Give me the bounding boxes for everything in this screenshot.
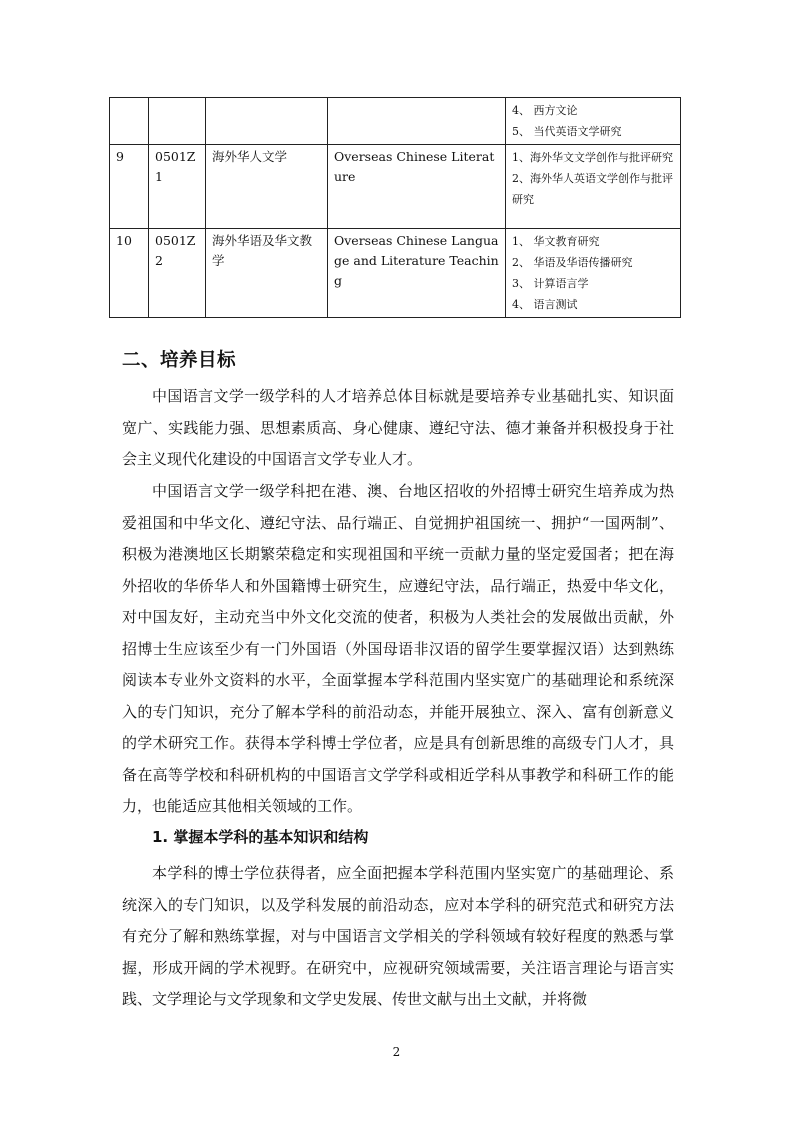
direction-item: 2、 华语及华语传播研究 — [512, 256, 633, 269]
row-number — [110, 98, 149, 145]
paragraph-foreign-students: 中国语言文学一级学科把在港、澳、台地区招收的外招博士研究生培养成为热爱祖国和中华文化、遵纪守法、品行端正、自觉拥护祖国统一、拥护“一国两制”、积极为港澳地区长期繁荣稳定和实现祖国和平统一贡献力量的坚定爱国者；把在海外招收的华侨华人和外国籍博士研究生，应遵纪守法，品行端正，热爱中华文化，对中国友好，主动充当中外文化交流的使者，积极为人类社会的发展做出贡献，外招博士生应该至少有一门外国语（外国母语非汉语的留学生要掌握汉语）达到熟练阅读本专业外文资料的水平，全面掌握本学科范围内坚实宽广的基础理论和系统深入的专门知识，充分了解本学科的前沿动态，并能开展独立、深入、富有创新意义的学术研究工作。获得本学科博士学位者，应是具有创新思维的高级专门人才，具备在高等学校和科研机构的中国语言文学学科或相近学科从事教学和科研工作的能力，也能适应其他相关领域的工作。 — [122, 482, 674, 815]
table-row — [110, 229, 681, 318]
row-name-en: Overseas Chinese Literature — [328, 145, 506, 229]
direction-item: 1、海外华文文学创作与批评研究 — [512, 151, 673, 164]
row-name-en: Overseas Chinese Language and Literature Teaching — [328, 229, 506, 318]
direction-item: 4、 西方文论 — [512, 104, 578, 117]
paragraph-training-goal: 中国语言文学一级学科的人才培养总体目标就是要培养专业基础扎实、知识面宽广、实践能力强、思想素质高、身心健康、遵纪守法、德才兼备并积极投身于社会主义现代化建设的中国语言文学专业人才。 — [122, 387, 674, 468]
direction-item: 4、 语言测试 — [512, 298, 578, 311]
table-row — [110, 98, 681, 145]
subsection-title: 1. 掌握本学科的基本知识和结构 — [152, 828, 369, 846]
row-name-cn: 海外华语及华文教学 — [206, 229, 328, 318]
row-number: 10 — [110, 229, 149, 318]
row-number: 9 — [110, 145, 149, 229]
programs-table — [109, 97, 680, 318]
section-title: 二、培养目标 — [122, 350, 237, 371]
row-directions — [506, 98, 681, 145]
row-code: 0501Z1 — [149, 145, 206, 229]
table-row — [110, 145, 681, 229]
direction-item: 3、 计算语言学 — [512, 277, 589, 290]
row-directions — [506, 229, 681, 318]
row-name-cn — [206, 98, 328, 145]
row-code: 0501Z2 — [149, 229, 206, 318]
row-name-cn: 海外华人文学 — [206, 145, 328, 229]
direction-item: 5、 当代英语文学研究 — [512, 125, 622, 138]
paragraph-knowledge-structure: 本学科的博士学位获得者，应全面把握本学科范围内坚实宽广的基础理论、系统深入的专门知识，以及学科发展的前沿动态，应对本学科的研究范式和研究方法有充分了解和熟练掌握，对与中国语言文学相关的学科领域有较好程度的熟悉与掌握，形成开阔的学术视野。在研究中，应视研究领域需要，关注语言理论与语言实践、文学理论与文学现象和文学史发展、传世文献与出土文献，并将微 — [122, 864, 674, 1008]
page-number: 2 — [392, 1045, 401, 1059]
direction-item: 2、海外华人英语文学创作与批评研究 — [512, 172, 673, 206]
row-directions — [506, 145, 681, 229]
programs-table-grid — [109, 97, 681, 318]
direction-item: 1、 华文教育研究 — [512, 235, 600, 248]
row-code — [149, 98, 206, 145]
row-name-en — [328, 98, 506, 145]
